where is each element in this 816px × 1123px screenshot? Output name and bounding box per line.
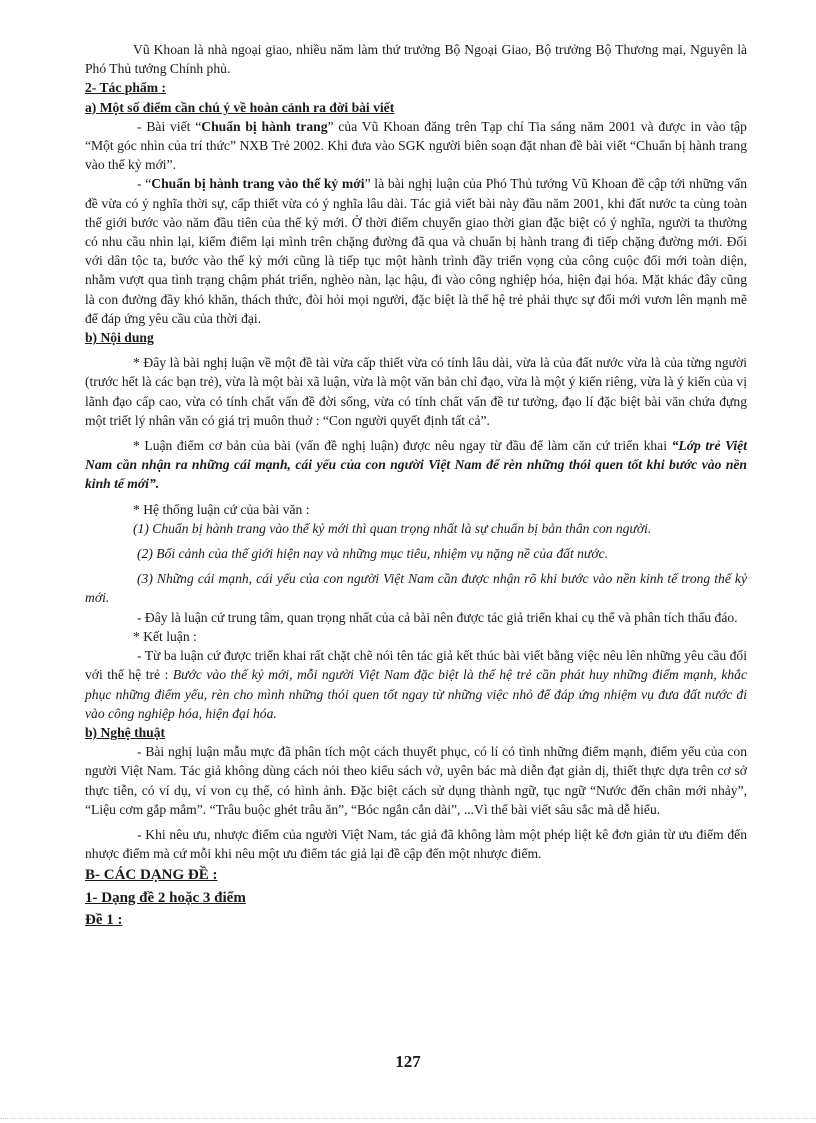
content-paragraph-1: * Đây là bài nghị luận về một đề tài vừa cấp thiết vừa có tính lâu dài, vừa là của đất nước vừa là của từng người (trước hết là các bạn trẻ), vừa là một bài xã luận, vừa là một văn bản chỉ đạo, vừa là một ý kiến riêng, vừa là ý kiến của vị lãnh đạo cấp cao, vừa có tính chất vấn đề đời sống, vừa có tính chất vấn đề tư tưởng, đạo lí đặc biệt bài văn chứa đựng một triết lý nhân văn có giá trị muôn thuở : “Con người quyết định tất cả”.: [85, 355, 747, 428]
content-paragraph-6: [85, 646, 747, 723]
text: ” của Vũ Khoan đăng trên Tạp chí Tia sáng năm 2001 và được in vào tập “Một góc nhìn của trí thức” NXB Trẻ 2002. Khi đưa vào SGK người biên soạn đặt nhan đề bài viết “Chuẩn bị hành trang vào thế kỷ mới”.: [85, 118, 747, 173]
exercise-1-heading: Đề 1 :: [85, 911, 123, 928]
text: ” là bài nghị luận của Phó Thủ tướng Vũ Khoan đề cập tới những vấn đề vừa có ý nghĩa thời sự, cấp thiết vừa có ý nghĩa lâu dài. Tác giả viết bài này đầu năm 2001, khi đất nước ta cùng toàn thế giới bước vào năm đầu tiên của thế kỷ mới. Ở thời điểm chuyển giao thời gian đặc biệt có ý nghĩa, người ta thường có nhu cầu nhìn lại, kiểm điểm lại mình trên chặng đường đã qua và chuẩn bị hành trang đi tiếp chặng đường mới. Đối với dân tộc ta, bước vào thế kỷ mới cũng là tiếp tục một hành trình đầy triển vọng của công cuộc đổi mới toàn diện, nhằm vượt qua tình trạng chậm phát triển, nghèo nàn, lạc hậu, đi vào công nghiệp hóa, hiện đại hóa. Mặt khác đây cũng là con đường đầy khó khăn, thách thức, đòi hỏi mọi người, đặc biệt là thế hệ trẻ phải thực sự đổi mới vươn lên mạnh mẽ để đáp ứng yêu cầu của thời đại.: [85, 176, 748, 326]
argument-3: (3) Những cái mạnh, cái yếu của con người Việt Nam cần được nhận rõ khi bước vào nền kinh tế trong thế kỷ mới.: [85, 571, 747, 606]
conclusion-quote: Bước vào thế kỷ mới, mỗi người Việt Nam đặc biệt là thế hệ trẻ cần phát huy những điểm mạnh, khắc phục những điểm yếu, rèn cho mình những thói quen tốt ngay từ những việc nhỏ để đáp ứng nhiệm vụ đưa đất nước đi vào công nghiệp hóa, hiện đại hóa.: [85, 667, 747, 721]
work-title: Chuẩn bị hành trang: [201, 118, 328, 134]
argument-1: (1) Chuẩn bị hành trang vào thế kỷ mới thì quan trọng nhất là sự chuẩn bị bản thân con người.: [133, 520, 652, 536]
intro-paragraph: Vũ Khoan là nhà ngoại giao, nhiều năm làm thứ trưởng Bộ Ngoại Giao, Bộ trưởng Bộ Thương mại, Nguyên là Phó Thủ tướng Chính phủ.: [85, 42, 747, 77]
conclusion-label: * Kết luận :: [133, 628, 197, 644]
text: - “: [137, 176, 152, 192]
art-paragraph-1: - Bài nghị luận mẫu mực đã phân tích một cách thuyết phục, có lí có tình những điểm mạnh, điểm yếu của con người Việt Nam. Tác giả không dùng cách nói theo kiểu sách vở, uyên bác mà diễn đạt giản dị, thiết thực dựa trên cơ sở thực tiễn, có ví dụ, ví von cụ thể, có hình ảnh. Đặc biệt cách sử dụng thành ngữ, tục ngữ “Nước đến chân mới nhảy”, “Liệu cơm gắp mắm”. “Trâu buộc ghét trâu ăn”, “Bóc ngắn cắn dài”, ...Vì thế bài viết sâu sắc mà dễ hiểu.: [85, 744, 747, 817]
section-b-heading: B- CÁC DẠNG ĐỀ :: [85, 867, 218, 884]
text: - Từ ba luận cứ được triển khai rất chặt chẽ nói tên tác giả kết thúc bài viết bằng việc nêu lên những yêu cầu đối với thế hệ trẻ :: [85, 648, 747, 683]
content-paragraph-4: - Đây là luận cứ trung tâm, quan trọng nhất của cả bài nên được tác giả triển khai cụ thể và phân tích thấu đáo.: [137, 609, 738, 625]
heading-art: b) Nghệ thuật: [85, 724, 166, 740]
context-paragraph-1: [85, 117, 747, 175]
page-bottom-rule: [0, 1118, 816, 1119]
section-b1-heading: 1- Dạng đề 2 hoặc 3 điểm: [85, 889, 246, 906]
text: - Bài viết “: [137, 118, 202, 134]
work-title: Chuẩn bị hành trang vào thế kỷ mới: [151, 176, 365, 192]
thesis-quote: “Lớp trẻ Việt Nam cần nhận ra những cái mạnh, cái yếu của con người Việt Nam để rèn những thói quen tốt khi bước vào nền kinh tế mới”.: [85, 438, 747, 492]
context-paragraph-2: [85, 174, 747, 328]
document-page: [85, 40, 747, 930]
art-paragraph-2: - Khi nêu ưu, nhược điểm của người Việt Nam, tác giả đã không làm một phép liệt kê đơn giản từ ưu điểm đến nhược điểm mà cứ mỗi khi nêu một ưu điểm tác giả lại đề cập đến một nhược điểm.: [85, 826, 747, 862]
argument-2: (2) Bối cảnh của thế giới hiện nay và những mục tiêu, nhiệm vụ nặng nề của đất nước.: [137, 546, 609, 562]
heading-context: a) Một số điểm cần chú ý về hoàn cảnh ra đời bài viết: [85, 99, 395, 115]
page-number: 127: [395, 1052, 421, 1071]
heading-content: b) Nội dung: [85, 330, 154, 346]
content-paragraph-3: * Hệ thống luận cứ của bài văn :: [133, 501, 310, 517]
section-works-heading: 2- Tác phẩm :: [85, 80, 166, 96]
content-paragraph-2: [85, 436, 747, 494]
text: * Luận điểm cơ bản của bài (vấn đề nghị luận) được nêu ngay từ đầu để làm căn cứ triển khai: [133, 438, 667, 454]
